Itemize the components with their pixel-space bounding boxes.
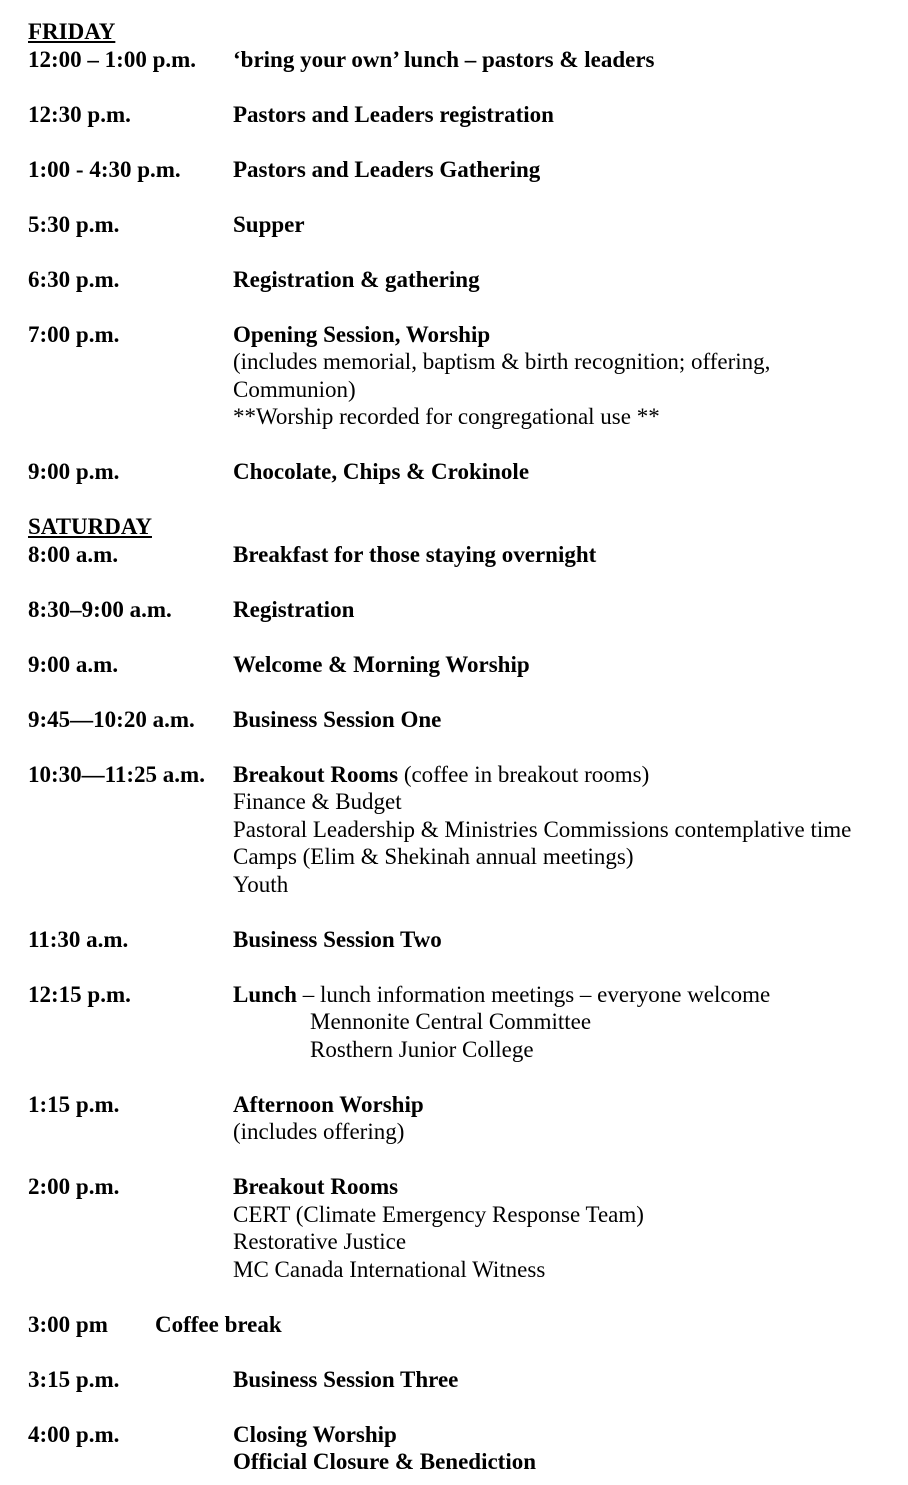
entry-desc: [233, 926, 898, 954]
entry-desc: [233, 46, 898, 74]
entry-time: 4:00 p.m.: [28, 1421, 120, 1447]
entry-desc: [233, 1421, 898, 1476]
entry-sub-item: Mennonite Central Committee: [310, 1009, 592, 1034]
entry-title: Pastors and Leaders Gathering: [233, 156, 541, 182]
day-section-saturday: [28, 513, 898, 1476]
entry-title: Breakout Rooms: [233, 1174, 399, 1199]
entry-desc: [233, 706, 898, 734]
entry-time: 9:00 a.m.: [28, 651, 119, 677]
entry-title: Business Session Three: [233, 1366, 459, 1392]
entry-desc: [233, 321, 898, 431]
schedule-row: [28, 1173, 898, 1283]
entry-time: 8:30–9:00 a.m.: [28, 596, 172, 622]
schedule-row: [28, 596, 898, 624]
entry-title: Coffee break: [155, 1311, 282, 1337]
entry-desc: [233, 1091, 898, 1146]
schedule-row: [28, 458, 898, 486]
entry-desc: [233, 211, 898, 239]
schedule-row: [28, 156, 898, 184]
entry-time: 9:45—10:20 a.m.: [28, 706, 195, 732]
entry-title: Lunch: [233, 981, 297, 1007]
entry-detail: Camps (Elim & Shekinah annual meetings): [233, 844, 634, 869]
entry-detail: Youth: [233, 871, 289, 897]
schedule-row: [28, 541, 898, 569]
day-heading-saturday: SATURDAY: [28, 514, 152, 539]
entry-time: 3:15 p.m.: [28, 1366, 120, 1392]
entry-detail: CERT (Climate Emergency Response Team): [233, 1201, 644, 1227]
schedule-row: [28, 1311, 898, 1339]
schedule-row: [28, 101, 898, 129]
entry-desc: [233, 651, 898, 679]
entry-desc: [233, 1173, 898, 1283]
entry-time: 6:30 p.m.: [28, 266, 120, 292]
entry-desc: [233, 761, 898, 899]
entry-time: 5:30 p.m.: [28, 211, 120, 237]
entry-detail: **Worship recorded for congregational use **: [233, 404, 660, 429]
entry-title-secondary: Official Closure & Benediction: [233, 1449, 537, 1474]
entry-time: 11:30 a.m.: [28, 926, 129, 952]
entry-desc: [233, 981, 898, 1064]
schedule-row: [28, 706, 898, 734]
entry-title: ‘bring your own’ lunch – pastors & leaders: [233, 46, 655, 72]
schedule-row: [28, 211, 898, 239]
entry-title: Breakfast for those staying overnight: [233, 541, 597, 567]
entry-time: 3:00 pm: [28, 1311, 108, 1337]
schedule-row: [28, 1091, 898, 1146]
schedule-row: [28, 761, 898, 899]
entry-detail: (includes offering): [233, 1119, 405, 1144]
entry-detail: Pastoral Leadership & Ministries Commissions contemplative time: [233, 816, 852, 842]
entry-title: Registration & gathering: [233, 266, 480, 292]
entry-detail: Restorative Justice: [233, 1229, 407, 1254]
schedule-row: [28, 46, 898, 74]
schedule-row: [28, 926, 898, 954]
entry-title: Chocolate, Chips & Crokinole: [233, 459, 530, 484]
day-heading-friday: FRIDAY: [28, 19, 116, 44]
entry-sub-item: Rosthern Junior College: [310, 1036, 534, 1062]
entry-time: 1:15 p.m.: [28, 1091, 120, 1117]
entry-title-suffix: (coffee in breakout rooms): [398, 761, 650, 787]
entry-time: 1:00 - 4:30 p.m.: [28, 156, 181, 182]
entry-desc: [233, 541, 898, 569]
entry-desc: [233, 458, 898, 486]
entry-title: Registration: [233, 596, 355, 622]
entry-title-suffix: – lunch information meetings – everyone welcome: [296, 981, 771, 1007]
entry-desc: [155, 1311, 898, 1339]
entry-title: Business Session Two: [233, 926, 442, 952]
schedule-row: [28, 1366, 898, 1394]
schedule-row: [28, 1421, 898, 1476]
entry-time: 12:00 – 1:00 p.m.: [28, 46, 197, 72]
entry-time: 10:30—11:25 a.m.: [28, 761, 205, 787]
entry-desc: [233, 266, 898, 294]
schedule-row: [28, 266, 898, 294]
schedule-row: [28, 651, 898, 679]
entry-title: Breakout Rooms: [233, 761, 399, 787]
entry-desc: [233, 101, 898, 129]
entry-title: Business Session One: [233, 706, 442, 732]
entry-detail: Finance & Budget: [233, 789, 402, 814]
schedule-row: [28, 981, 898, 1064]
entry-time: 12:15 p.m.: [28, 981, 131, 1007]
entry-time: 12:30 p.m.: [28, 101, 131, 127]
entry-title: Opening Session, Worship: [233, 321, 491, 347]
entry-detail: MC Canada International Witness: [233, 1256, 546, 1282]
entry-time: 2:00 p.m.: [28, 1174, 120, 1199]
entry-title: Afternoon Worship: [233, 1091, 424, 1117]
entry-desc: [233, 596, 898, 624]
entry-detail: Communion): [233, 376, 356, 402]
entry-time: 7:00 p.m.: [28, 321, 120, 347]
entry-title: Welcome & Morning Worship: [233, 651, 530, 677]
entry-detail: (includes memorial, baptism & birth recognition; offering,: [233, 349, 771, 374]
entry-title: Closing Worship: [233, 1421, 397, 1447]
entry-title: Supper: [233, 211, 305, 237]
entry-desc: [233, 156, 898, 184]
entry-desc: [233, 1366, 898, 1394]
day-section-friday: [28, 18, 898, 486]
entry-time: 9:00 p.m.: [28, 459, 120, 484]
schedule-row: [28, 321, 898, 431]
entry-time: 8:00 a.m.: [28, 541, 119, 567]
entry-title: Pastors and Leaders registration: [233, 101, 554, 127]
